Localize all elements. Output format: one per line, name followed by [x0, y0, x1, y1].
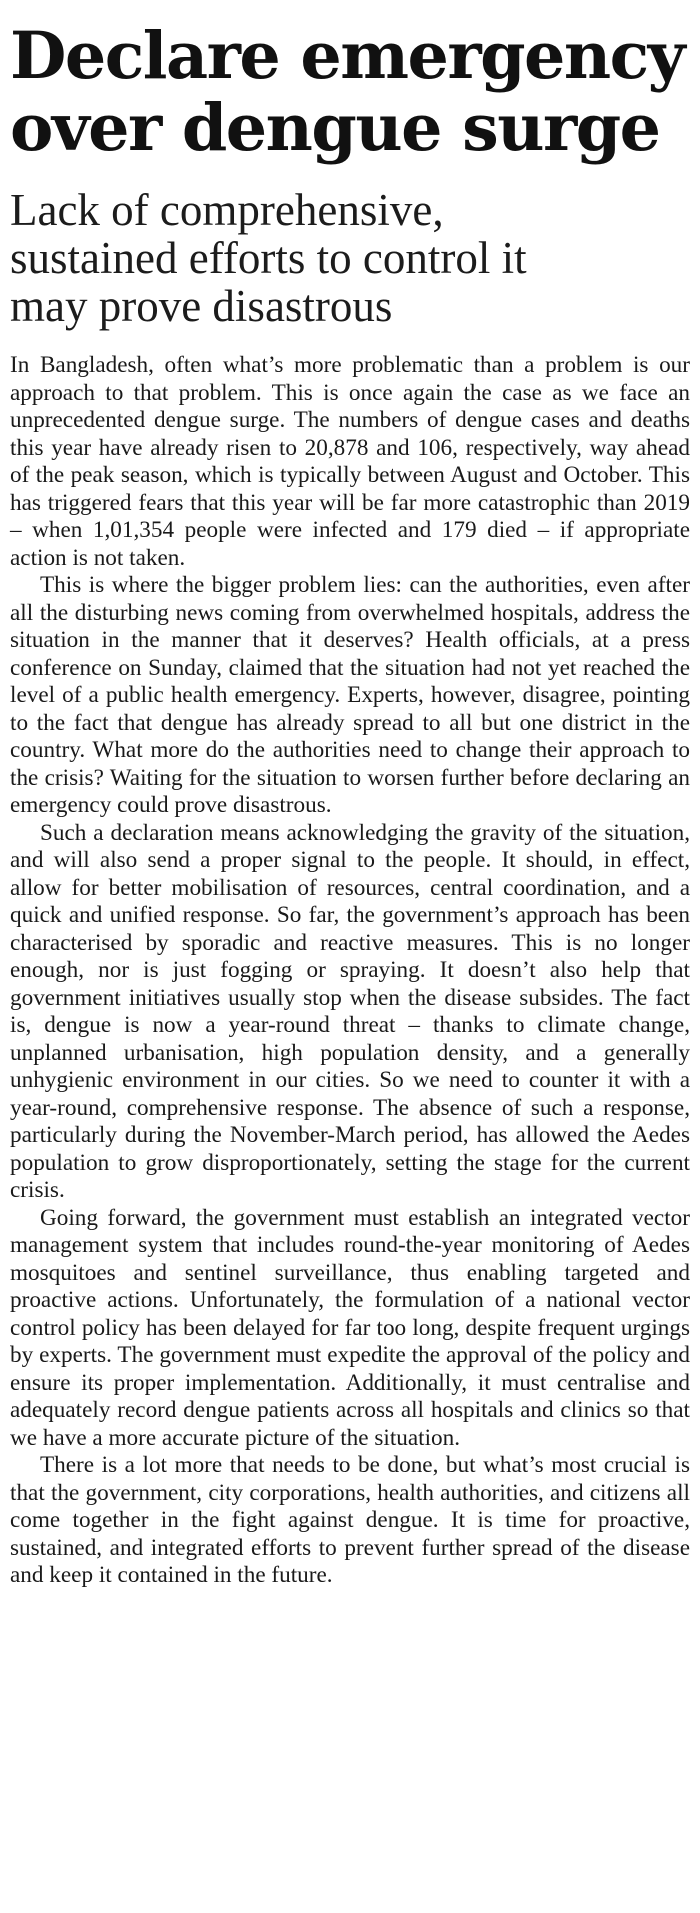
article-body [10, 352, 690, 1590]
paragraph-4: Going forward, the government must establish an integrated vector management system that includes round-the-year monitoring of Aedes mosquitoes and sentinel surveillance, thus enabling targeted and proactive actions. Unfortunately, the formulation of a national vector control policy has been delayed for far too long, despite frequent urgings by experts. The government must expedite the approval of the policy and ensure its proper implementation. Additionally, it must centralise and adequately record dengue patients across all hospitals and clinics so that we have a more accurate picture of the situation. [10, 1204, 690, 1451]
paragraph-5: There is a lot more that needs to be done, but what’s most crucial is that the government, city corporations, health authorities, and citizens all come together in the fight against dengue. It is time for proactive, sustained, and integrated efforts to prevent further spread of the disease and keep it contained in the future. [10, 1452, 690, 1588]
subheadline-line-1: Lack of comprehensive, [10, 185, 444, 235]
headline-line-2: over dengue surge [10, 90, 660, 166]
editorial-article [10, 0, 690, 1590]
paragraph-2: This is where the bigger problem lies: can the authorities, even after all the disturbing news coming from overwhelmed hospitals, address the situation in the manner that it deserves? Health officials, at a press conference on Sunday, claimed that the situation had not yet reached the level of a public health emergency. Experts, however, disagree, pointing to the fact that dengue has already spread to all but one district in the country. What more do the authorities need to change their approach to the crisis? Waiting for the situation to worsen further before declaring an emergency could prove disastrous. [10, 572, 690, 818]
headline-line-1: Declare emergency [10, 18, 684, 94]
paragraph-3: Such a declaration means acknowledging the gravity of the situation, and will also send a proper signal to the people. It should, in effect, allow for better mobilisation of resources, central coordination, and a quick and unified response. So far, the government’s approach has been characterised by sporadic and reactive measures. This is no longer enough, nor is just fogging or spraying. It doesn’t also help that government initiatives usually stop when the disease subsides. The fact is, dengue is now a year-round threat – thanks to climate change, unplanned urbanisation, high population density, and a generally unhygienic environment in our cities. So we need to counter it with a year-round, comprehensive response. The absence of such a response, particularly during the November-March period, has allowed the Aedes population to grow disproportionately, setting the stage for the current crisis. [10, 819, 690, 1203]
headline [10, 20, 690, 164]
subheadline [10, 186, 690, 330]
paragraph-1: In Bangladesh, often what’s more problematic than a problem is our approach to that problem. This is once again the case as we face an unprecedented dengue surge. The numbers of dengue cases and deaths this year have already risen to 20,878 and 106, respectively, way ahead of the peak season, which is typically between August and October. This has triggered fears that this year will be far more catastrophic than 2019 – when 1,01,354 people were infected and 179 died – if appropriate action is not taken. [10, 352, 690, 571]
subheadline-line-2: sustained efforts to control it [10, 233, 527, 283]
subheadline-line-3: may prove disastrous [10, 281, 393, 331]
